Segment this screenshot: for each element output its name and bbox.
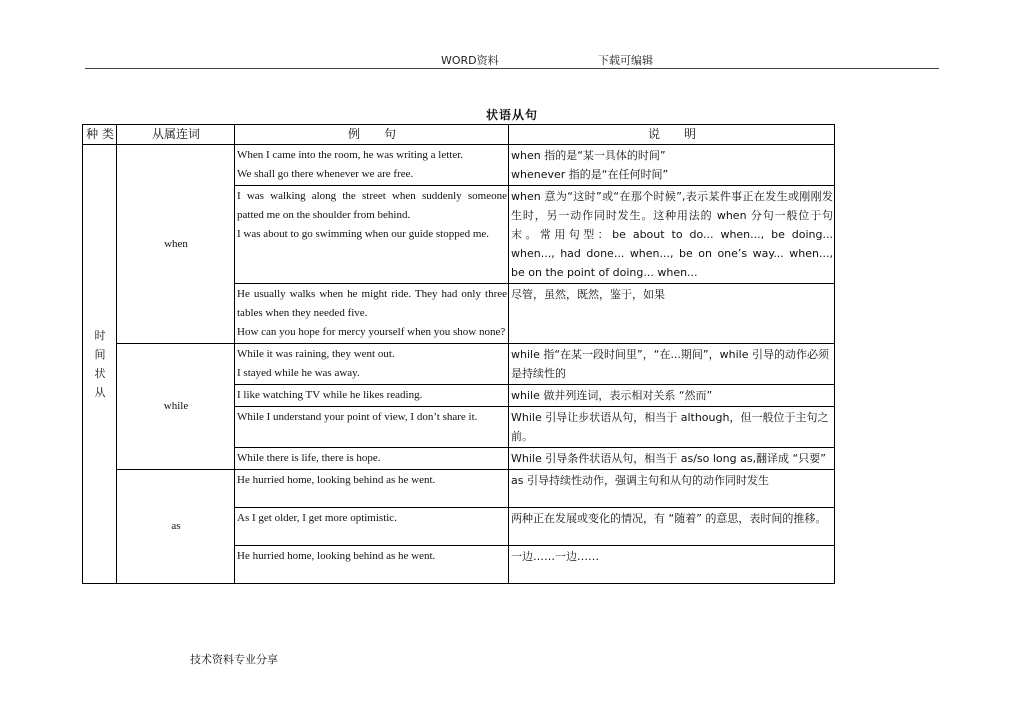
example-cell: When I came into the room, he was writing a letter. We shall go there whenever we are free. — [235, 145, 509, 186]
header-rule — [85, 68, 939, 69]
category-char: 状 — [94, 367, 106, 380]
example-cell: I was walking along the street when suddenly someone patted me on the shoulder from behind. I was about to go swimming when our guide stopped me. — [235, 186, 509, 284]
table-row — [83, 344, 835, 385]
example-cell: While I understand your point of view, I don’t share it. — [235, 407, 509, 448]
example-cell: He hurried home, looking behind as he went. — [235, 470, 509, 508]
conj-as: as — [117, 470, 235, 584]
note-cell: While 引导条件状语从句，相当于 as/so long as,翻译成 “只要” — [509, 448, 835, 470]
conj-while: while — [117, 344, 235, 470]
note-cell: when 指的是“某一具体的时间” whenever 指的是“在任何时间” — [509, 145, 835, 186]
category-cell — [83, 145, 117, 584]
category-char: 时 — [94, 329, 106, 342]
table-header-row — [83, 125, 835, 145]
footer-text: 技术资料专业分享 — [190, 653, 278, 666]
example-cell: He usually walks when he might ride. They had only three tables when they needed five. How can you hope for mercy yourself when you show none? — [235, 284, 509, 344]
note-cell: While 引导让步状语从句，相当于 although，但一般位于主句之前。 — [509, 407, 835, 448]
example-cell: While it was raining, they went out. I stayed while he was away. — [235, 344, 509, 385]
col-header-note: 说 明 — [509, 125, 835, 145]
example-cell: He hurried home, looking behind as he went. — [235, 546, 509, 584]
conj-when: when — [117, 145, 235, 344]
note-cell: as 引导持续性动作，强调主句和从句的动作同时发生 — [509, 470, 835, 508]
table-row — [83, 470, 835, 508]
note-cell: while 指“在某一段时间里”，“在...期间”，while 引导的动作必须是持续性的 — [509, 344, 835, 385]
header-right: 下载可编辑 — [598, 54, 653, 67]
header-left: WORD资料 — [441, 54, 499, 67]
col-header-category: 种 类 — [83, 125, 117, 145]
note-cell: when 意为“这时”或“在那个时候”,表示某件事正在发生或刚刚发生时，另一动作同时发生。这种用法的 when 分句一般位于句末。常用句型：be about to do... when..., be doing... when..., had done... when..., be on one’s way... when..., be on the point of doing... when... — [509, 186, 835, 284]
note-cell: while 做并列连词，表示相对关系 “然而” — [509, 385, 835, 407]
clause-table — [82, 124, 835, 584]
col-header-conjunction: 从属连词 — [117, 125, 235, 145]
note-cell: 两种正在发展或变化的情况，有 “随着” 的意思，表时间的推移。 — [509, 508, 835, 546]
table-row — [83, 145, 835, 186]
example-cell: As I get older, I get more optimistic. — [235, 508, 509, 546]
example-cell: While there is life, there is hope. — [235, 448, 509, 470]
document-title: 状语从句 — [485, 108, 538, 122]
note-cell: 一边……一边…… — [509, 546, 835, 584]
example-cell: I like watching TV while he likes reading. — [235, 385, 509, 407]
category-char: 间 — [94, 348, 106, 361]
category-char: 从 — [94, 386, 106, 399]
col-header-example: 例 句 — [235, 125, 509, 145]
note-cell: 尽管，虽然，既然，鉴于，如果 — [509, 284, 835, 344]
